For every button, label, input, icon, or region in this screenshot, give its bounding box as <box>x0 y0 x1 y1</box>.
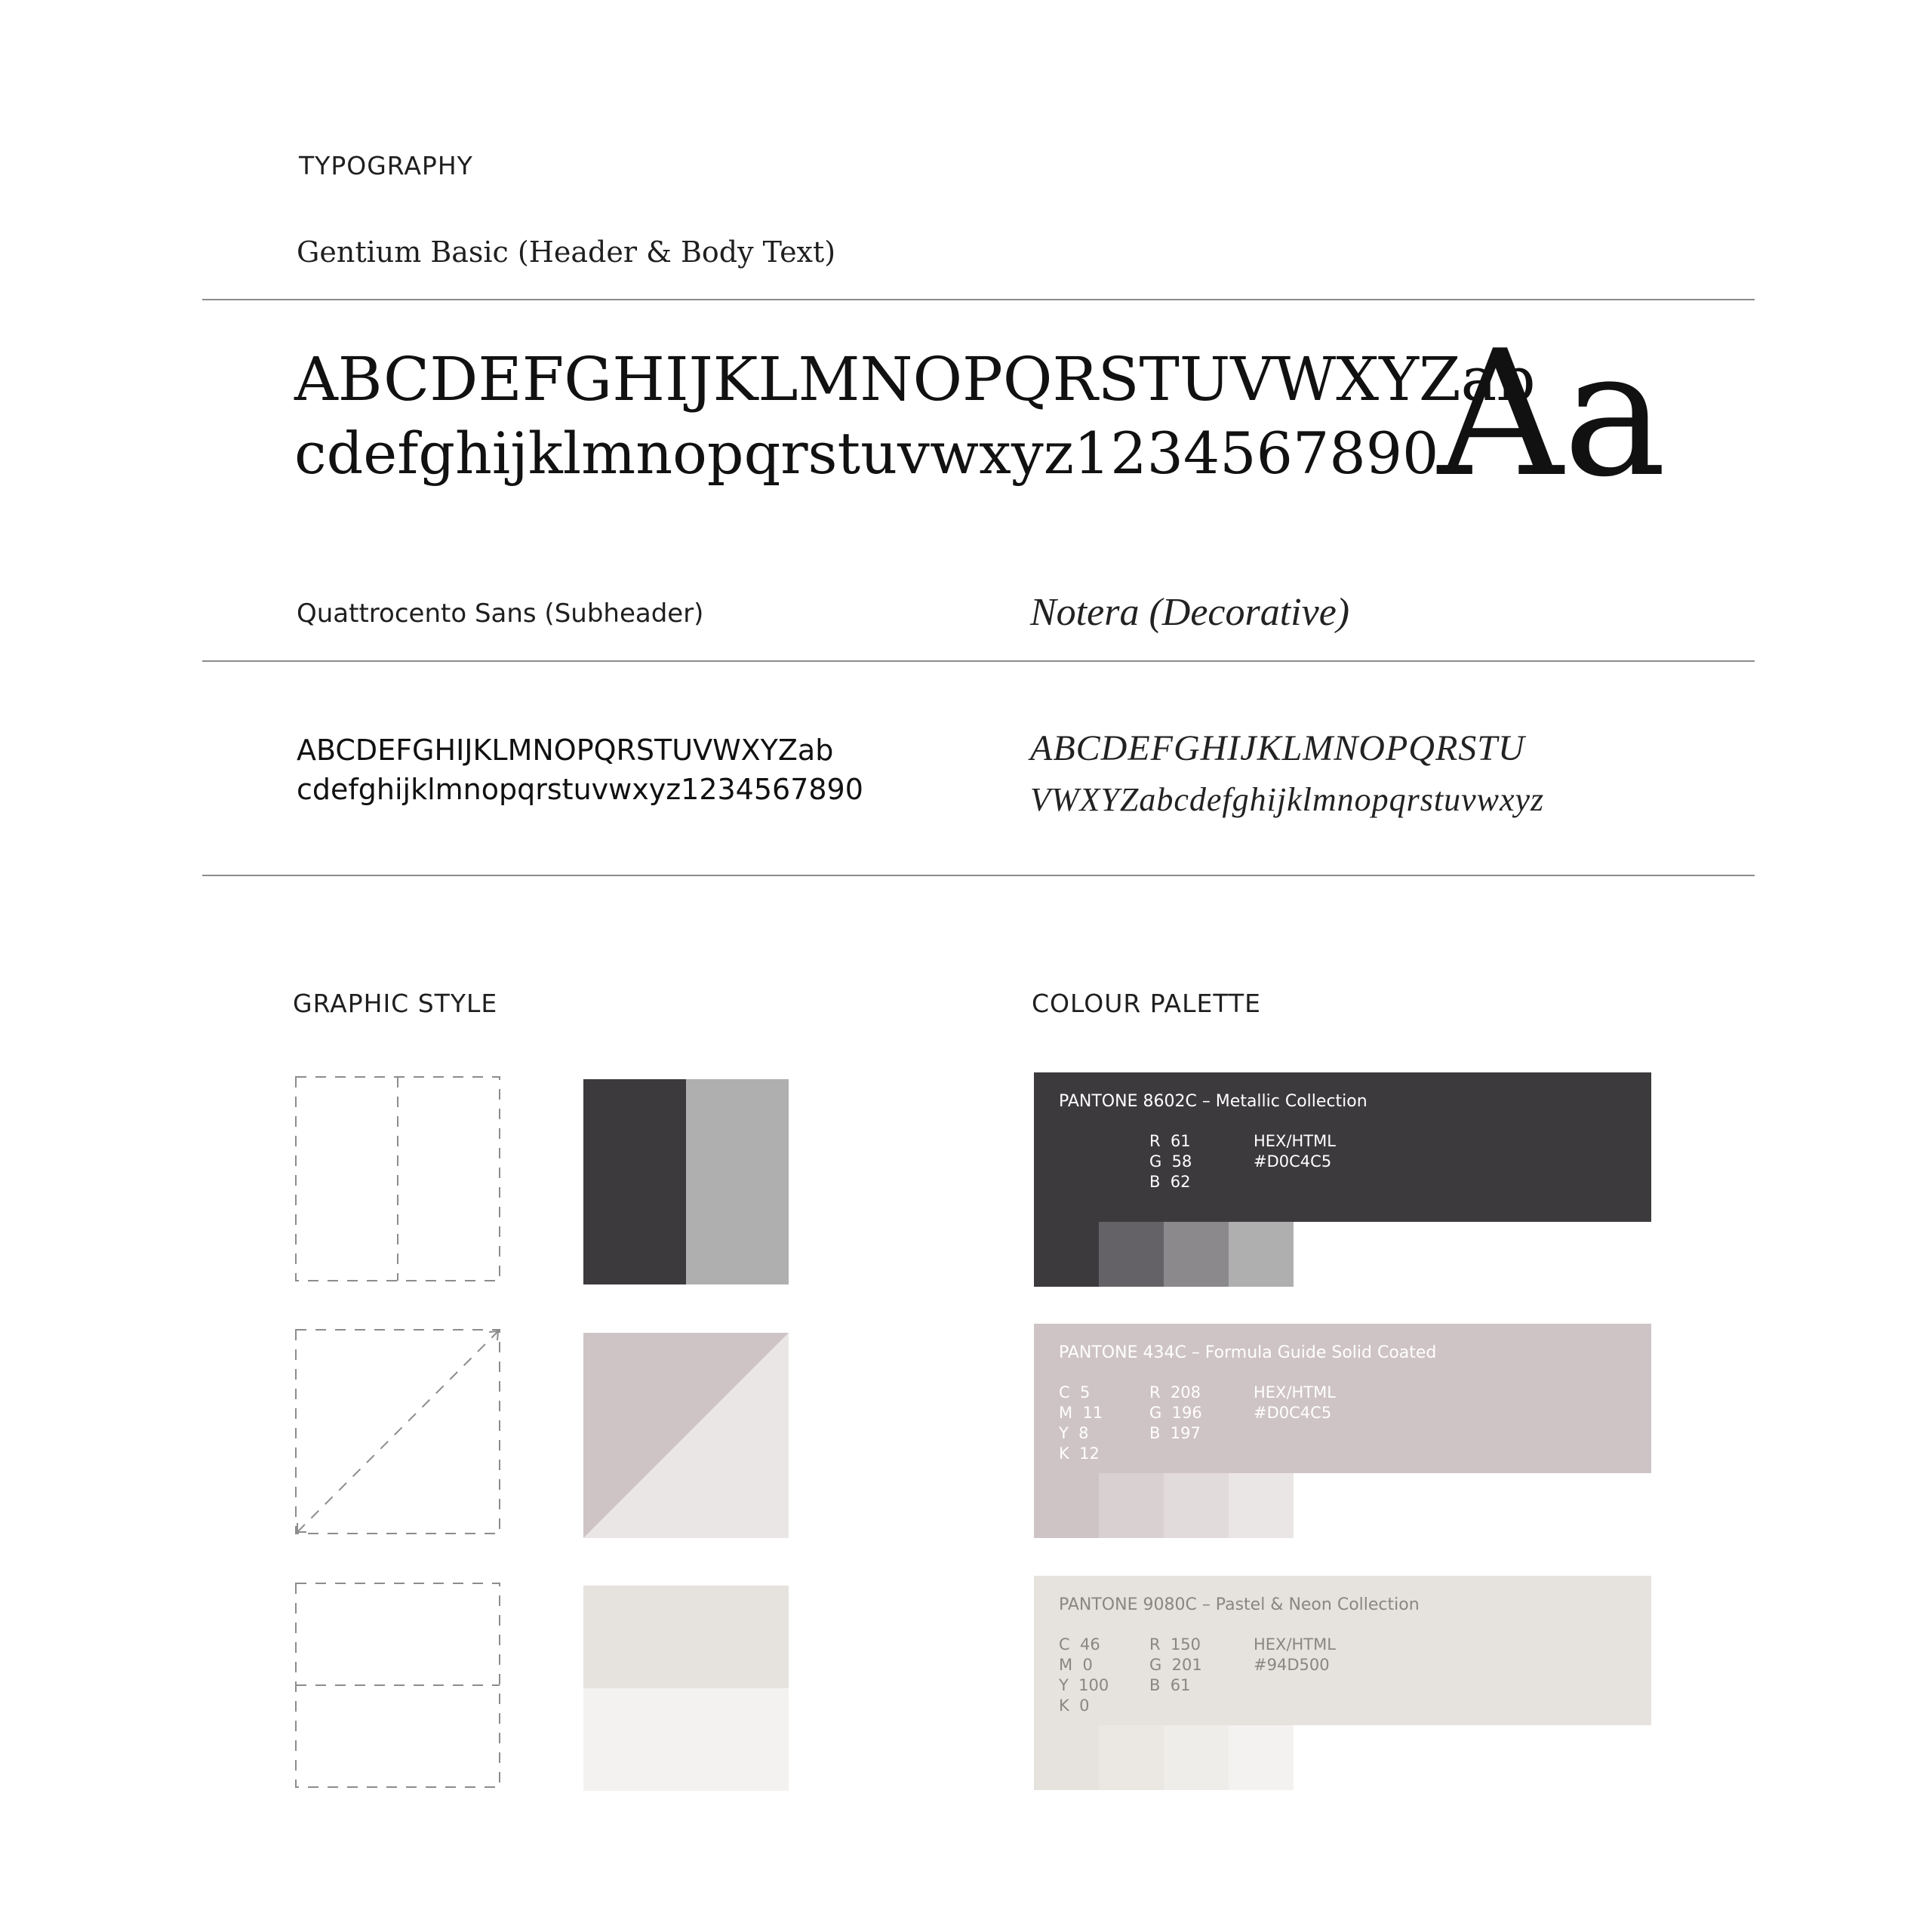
palette-card-hex-label: HEX/HTML <box>1254 1132 1336 1150</box>
palette-card-rgb: R 208 G 196 B 197 <box>1149 1383 1202 1442</box>
decorative-specimen-line2: VWXYZabcdefghijklmnopqrstuvwxyz <box>1030 781 1545 818</box>
tint-swatch <box>1099 1725 1164 1790</box>
palette-card-cmyk: C 46 M 0 Y 100 K 0 <box>1059 1635 1109 1715</box>
palette-card-rgb: R 61 G 58 B 62 <box>1149 1132 1192 1191</box>
primary-specimen-line2: cdefghijklmnopqrstuvwxyz1234567890 <box>294 420 1439 487</box>
style-swatch-beige <box>583 1586 789 1688</box>
tint-swatch <box>1034 1222 1099 1287</box>
palette-card-hex-label: HEX/HTML <box>1254 1635 1336 1654</box>
palette-card-hex-label: HEX/HTML <box>1254 1383 1336 1401</box>
graphic-style-heading: GRAPHIC STYLE <box>293 989 498 1018</box>
tint-swatch <box>1164 1473 1229 1538</box>
layout-wireframes <box>287 1068 513 1792</box>
tint-swatch <box>1229 1222 1294 1287</box>
primary-glyph-sample: Aa <box>1438 314 1667 515</box>
palette-card-formula-guide <box>1034 1324 1651 1473</box>
divider <box>202 875 1755 876</box>
palette-card-hex: #94D500 <box>1254 1656 1330 1674</box>
tint-swatch <box>1099 1222 1164 1287</box>
palette-card-title: PANTONE 8602C – Metallic Collection <box>1059 1092 1367 1111</box>
divider <box>202 299 1755 300</box>
palette-card-hex: #D0C4C5 <box>1254 1404 1332 1422</box>
colour-palette-heading: COLOUR PALETTE <box>1032 989 1261 1018</box>
palette-card-cmyk: C 5 M 11 Y 8 K 12 <box>1059 1383 1103 1463</box>
tint-swatch <box>1034 1725 1099 1790</box>
tint-swatch <box>1034 1473 1099 1538</box>
palette-card-pastel-neon <box>1034 1576 1651 1725</box>
palette-card-title: PANTONE 9080C – Pastel & Neon Collection <box>1059 1595 1420 1614</box>
palette-card-metallic <box>1034 1072 1651 1222</box>
tint-swatch <box>1099 1473 1164 1538</box>
style-swatch-dark <box>583 1079 686 1284</box>
palette-card-hex: #D0C4C5 <box>1254 1152 1332 1171</box>
primary-specimen-line1: ABCDEFGHIJKLMNOPQRSTUVWXYZab <box>294 344 1536 414</box>
divider <box>202 660 1755 662</box>
tint-swatch <box>1164 1222 1229 1287</box>
subheader-font-label: Quattrocento Sans (Subheader) <box>297 598 704 629</box>
typography-heading: TYPOGRAPHY <box>299 151 473 180</box>
subheader-specimen-line1: ABCDEFGHIJKLMNOPQRSTUVWXYZab <box>297 734 834 767</box>
style-swatch-beige-light <box>583 1688 789 1791</box>
subheader-specimen-line2: cdefghijklmnopqrstuvwxyz1234567890 <box>297 773 863 806</box>
style-swatch-diagonal <box>583 1333 789 1538</box>
tint-swatch <box>1229 1473 1294 1538</box>
decorative-specimen-line1: ABCDEFGHIJKLMNOPQRSTU <box>1030 728 1525 768</box>
primary-font-label: Gentium Basic (Header & Body Text) <box>297 235 836 269</box>
palette-card-rgb: R 150 G 201 B 61 <box>1149 1635 1202 1694</box>
tint-swatch <box>1164 1725 1229 1790</box>
style-swatch-grey <box>686 1079 789 1284</box>
tint-swatch <box>1229 1725 1294 1790</box>
palette-card-title: PANTONE 434C – Formula Guide Solid Coated <box>1059 1343 1437 1362</box>
decorative-font-label: Notera (Decorative) <box>1030 591 1350 634</box>
